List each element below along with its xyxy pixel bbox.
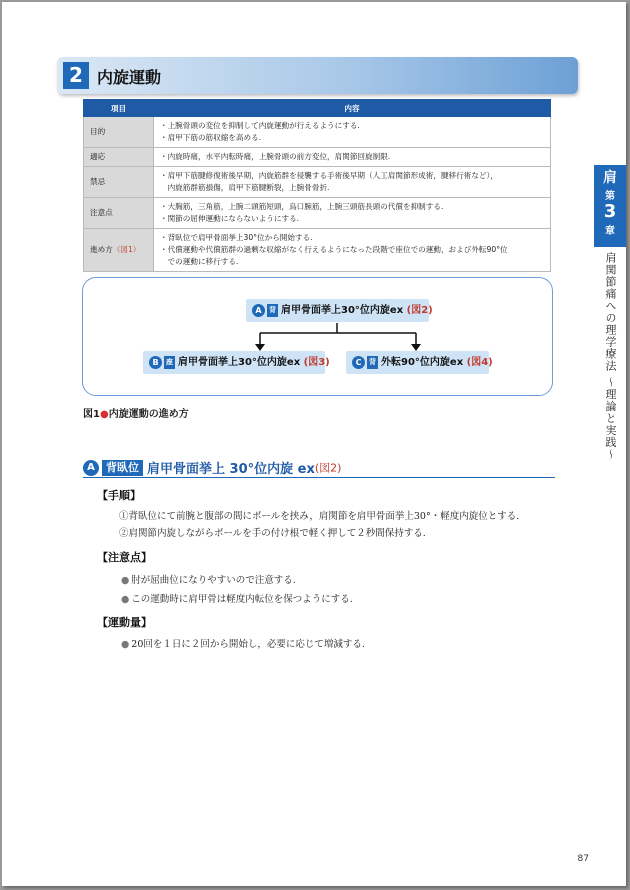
figure-ref: (図4) (466, 357, 493, 368)
page-number: 87 (577, 854, 589, 864)
chapter-tab-pre: 第 (605, 191, 615, 202)
table-row-content (154, 117, 551, 148)
amount-text: 20回を１日に２回から開始し，必要に応じて増減する. (131, 639, 365, 650)
exercise-title: 肩甲骨面挙上 30°位内旋 ex (147, 462, 315, 477)
procedure-step: ②肩関節内旋しながらボールを手の付け根で軽く押して２秒間保持する. (119, 528, 426, 539)
key-text: 進め方 (90, 245, 113, 254)
figure-ref: (図2) (314, 461, 342, 475)
flow-node-label: 外転90°位内旋ex (381, 357, 464, 368)
figure-ref: （図1） (112, 245, 141, 254)
supine-icon: 背 (367, 356, 378, 369)
chapter-tab (594, 165, 626, 247)
chapter-tab-number: 3 (603, 201, 617, 222)
bullet-icon: ● (121, 639, 130, 650)
flow-node-c (346, 351, 493, 374)
letter-c-icon: C (352, 356, 365, 369)
content-line: 内旋筋群筋損傷，肩甲下筋腱断裂，上腕骨骨折. (160, 183, 330, 192)
section-number: 2 (63, 62, 89, 89)
table-row (84, 198, 551, 229)
table-row-key: 禁忌 (84, 167, 154, 198)
flow-node-a (246, 299, 433, 322)
flow-node-label: 肩甲骨面挙上30°位内旋ex (178, 357, 301, 368)
caution-heading: 【注意点】 (97, 551, 152, 564)
chapter-subtitle: 肩関節痛への理学療法 〜理論と実践〜 (604, 252, 617, 461)
section-header (57, 57, 578, 94)
content-line: ・上腕骨頭の変位を抑制して内旋運動が行えるようにする. (160, 121, 360, 130)
content-line: での運動に移行する. (160, 257, 239, 266)
flow-connectors (83, 278, 552, 395)
bullet-icon: ● (121, 594, 130, 605)
table-row-content (154, 229, 551, 272)
sitting-icon: 座 (164, 356, 175, 369)
section-title: 内旋運動 (97, 68, 162, 87)
caution-text: この運動時に肩甲骨は軽度内転位を保つようにする. (131, 594, 353, 605)
content-line: ・内旋時痛，水平内転時痛，上腕骨頭の前方変位，肩関節回旋制限. (160, 152, 391, 161)
letter-a-icon: A (83, 460, 99, 476)
table-row (84, 167, 551, 198)
bullet-icon: ● (99, 409, 109, 420)
chapter-tab-post: 章 (605, 226, 615, 237)
chapter-tab-title: 肩 (603, 170, 617, 186)
content-line: ・関節の屈伸運動にならないようにする. (160, 214, 300, 223)
figure-caption (83, 405, 189, 420)
figure-caption-text: 内旋運動の進め方 (108, 409, 189, 420)
procedure-step: ①背臥位にて前腕と腹部の間にボールを挟み，肩関節を肩甲骨面挙上30°・軽度内旋位とする. (119, 511, 520, 522)
caution-item (121, 572, 296, 586)
table-row (84, 148, 551, 167)
bullet-icon: ● (121, 575, 130, 586)
table-header-row (84, 100, 551, 117)
table-row-key (84, 229, 154, 272)
table-row (84, 117, 551, 148)
content-line: ・背臥位で肩甲骨面挙上30°位から開始する. (160, 233, 313, 242)
figure-ref: (図3) (303, 357, 330, 368)
content-line: ・大胸筋，三角筋，上腕二頭筋短頭，烏口腕筋，上腕三頭筋長頭の代償を抑制する. (160, 202, 444, 211)
letter-a-icon: A (252, 304, 265, 317)
flow-node-b (143, 351, 330, 374)
table-row-key: 適応 (84, 148, 154, 167)
position-badge: 背臥位 (102, 460, 143, 476)
figure-ref: (図2) (406, 305, 433, 316)
table-row-key: 目的 (84, 117, 154, 148)
table-row (84, 229, 551, 272)
procedure-heading: 【手順】 (97, 489, 141, 502)
content-line: ・肩甲下筋の筋収縮を高める. (160, 133, 262, 142)
table-header-content: 内容 (154, 100, 551, 117)
caution-item (121, 591, 353, 605)
document-page (2, 2, 626, 886)
content-line: ・代償運動や代償筋群の過剰な収縮がなく行えるようになった段階で座位での運動，および外転90°位 (160, 245, 508, 254)
table-header-item: 項目 (84, 100, 154, 117)
table-row-content (154, 148, 551, 167)
letter-b-icon: B (149, 356, 162, 369)
supine-icon: 背 (267, 304, 278, 317)
exercise-heading (83, 457, 555, 478)
table-row-key: 注意点 (84, 198, 154, 229)
flow-diagram (82, 277, 553, 396)
table-row-content (154, 198, 551, 229)
amount-heading: 【運動量】 (97, 616, 152, 629)
flow-node-label: 肩甲骨面挙上30°位内旋ex (281, 305, 404, 316)
amount-item (121, 636, 365, 650)
caution-text: 肘が屈曲位になりやすいので注意する. (131, 575, 296, 586)
content-line: ・肩甲下筋腱修復術後早期，内旋筋群を侵襲する手術後早期（人工肩関節形成術，腱移行術など）， (160, 171, 498, 180)
table-row-content (154, 167, 551, 198)
figure-label: 図1 (83, 409, 100, 420)
summary-table (83, 99, 551, 272)
